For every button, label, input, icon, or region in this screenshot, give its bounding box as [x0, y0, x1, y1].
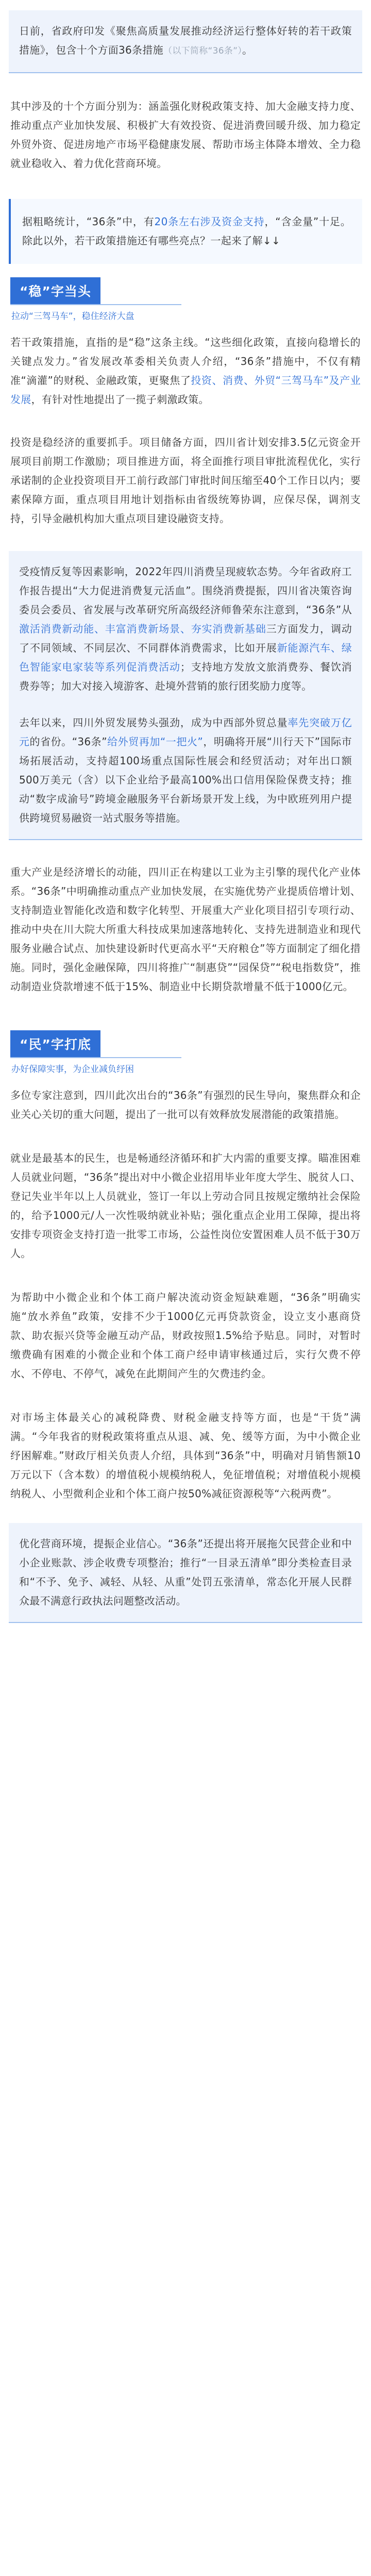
s1p4-a: 去年以来，四川外贸发展势头强劲，成为中西部外贸总量: [19, 716, 288, 729]
intro-note: （以下简称“36条”）: [163, 46, 243, 56]
quote-suffix: ，“含金量”十足。除此以外，若干政策措施还有哪些亮点？一起来了解↓↓: [22, 215, 351, 247]
section2-separator: [9, 1622, 362, 1623]
section1-p4: [19, 713, 352, 828]
intro-prefix: 日前，省政府印发《: [19, 25, 116, 37]
s1p3-highlight2: 新能源汽车、绿色智能家电家装等系列促消费活动: [19, 642, 352, 673]
section1-p1-block: [0, 328, 371, 414]
section2-p4: 对市场主体最关心的减税降费、财税金融支持等方面，也是“干货”满满。“今年我省的财税政策将重点从退、减、免、缓等方面，为中小微企业纾困解难。”财政厅相关负责人介绍，具体到“36条”中，明确对月销售额10万元以下（含本数）的增值税小规模纳税人，免征增值税；对增值税小规模纳税人、小型微利企业和个体工商户按50%减征资源税等“六税两费”。: [10, 1411, 361, 1500]
section2-subtitle: 办好保障实事，为企业减负纾困: [10, 1057, 181, 1077]
quote-paragraph: [22, 212, 351, 250]
s1p4-c: ，明确将开展“川行天下”国际市场拓展活动，支持超100场重点国际性展会和经贸活动；对年出口额500万美元（含）以下企业给予最高100%出口信用保险保费支持；推动“数字成渝号”跨境金融服务平台新场景开发上线，为中欧班列用户提供跨境贸易融资一站式服务等措施。: [19, 735, 352, 824]
section1-p2-block: [0, 428, 371, 533]
section1-title: “稳”字当头: [10, 277, 100, 304]
section1-consumption-block: [9, 551, 362, 839]
s1p3-highlight1: 激活消费新动能、丰富消费新场景、夯实消费新基础: [19, 623, 266, 635]
ten-aspects-block: [0, 92, 371, 178]
section2-p5: 优化营商环境，提振企业信心。“36条”还提出将开展拖欠民营企业和中小企业账款、涉企收费专项整治；推行“一目录五清单”即分类检查目录和“不予、免予、减轻、从轻、从重”处罚五张清单，常态化开展人民群众最不满意行政执法问题整改活动。: [19, 1537, 352, 1607]
s1p4-b: 的省份。“36条”: [29, 735, 107, 748]
section1-header: [0, 264, 371, 328]
section2-p4-block: [0, 1403, 371, 1509]
s1p1-a: 若干政策措施，直指的是“稳”这条主线。“这些细化政策，直接向稳增长的关键点发力。”省发展改革委相关负责人介绍，“36条”措施中，不仅有精准“滴灌”的财税、金融政策，更聚焦了: [10, 336, 361, 387]
intro-paragraph: [19, 22, 352, 61]
section1-p1: [10, 333, 361, 409]
s1p1-highlight: 投资、消费、外贸“三驾马车”及产业发展: [10, 374, 361, 406]
section2-p1: 多位专家注意到，四川此次出台的“36条”有强烈的民生导向，聚焦群众和企业关心关切的重大问题，提出了一批可以有效释放发展潜能的政策措施。: [10, 1089, 361, 1120]
s1p1-b: ，有针对性地提出了一揽子刺激政策。: [31, 393, 209, 406]
intro-suffix: 》，包含十个方面36条措施: [40, 44, 163, 56]
s1p3-a: 受疫情反复等因素影响，2022年四川消费呈现疲软态势。今年省政府工作报告提出“大力促进消费复元活血”。围绕消费提振，四川省决策咨询委员会委员、省发展与改革研究所高级经济师鲁荣东注意到，“36条”从: [19, 565, 352, 616]
quote-prefix: 据粗略统计，“36条”中，有: [22, 215, 155, 228]
section1-p5-block: [0, 858, 371, 1001]
section2-p3: 为帮助中小微企业和个体工商户解决流动资金短缺难题，“36条”明确实施“放水养鱼”政策，安排不少于1000亿元再贷款资金，设立支小惠商贷款、助农振兴贷等金融互动产品，财政按照1.5%给予贴息。同时，对暂时缴费确有困难的小微企业和个体工商户经申请审核通过后，实行欠费不停水、不停电、不停气，减免在此期间产生的欠费违约金。: [10, 1291, 361, 1380]
quote-highlight: 20条左右涉及资金支持: [154, 215, 265, 228]
s1p4-highlight1: 率先突破万亿元: [19, 716, 352, 748]
section1-p5: 重大产业是经济增长的动能，四川正在构建以工业为主引擎的现代化产业体系。“36条”中明确推动重点产业加快发展，在实施优势产业提质倍增计划、支持制造业智能化改造和数字化转型、开展重大产业化项目招引专项行动、推动中央在川大院大所重大科技成果加速落地转化、支持先进制造业和现代服务业融合试点、加快建设新时代更高水平“天府粮仓”等方面制定了细化措施。同时，强化金融保障，四川将推广“制惠贷”“园保贷”“税电指数贷”，推动制造业贷款增速不低于15%、制造业中长期贷款增量不低于1000亿元。: [10, 866, 361, 993]
intro-block: [9, 10, 362, 72]
section2-header: [0, 1017, 371, 1081]
ten-aspects-paragraph: 其中涉及的十个方面分别为：涵盖强化财税政策支持、加大金融支持力度、推动重点产业加快发展、积极扩大有效投资、促进消费回暖升级、加力稳定外贸外资、促进房地产市场平稳健康发展、帮助市场主体降本增效、全力稳就业稳收入、着力优化营商环境。: [10, 100, 361, 170]
section2-business-env-block: [9, 1523, 362, 1622]
policy-title: 聚焦高质量发展推动经济运行整体好转的若干政策措施: [19, 25, 352, 56]
section2-title: “民”字打底: [10, 1030, 100, 1057]
section1-p3: [19, 562, 352, 696]
section1-p2: 投资是稳经济的重要抓手。项目储备方面，四川省计划安排3.5亿元资金开展项目前期工作激励；项目推进方面，将全面推行项目审批流程优化，实行承诺制的企业投资项目开工前行政部门审批时间压缩至40个工作日以内；要素保障方面，重点项目用地计划指标由省级统筹协调，应保尽保，调剂支持，引导金融机构加大重点项目建设融资支持。: [10, 436, 361, 525]
section2-p1-block: [0, 1081, 371, 1129]
highlight-quote: [9, 199, 362, 264]
section2-p3-block: [0, 1283, 371, 1389]
section1-subtitle: 拉动“三驾马车”，稳住经济大盘: [10, 304, 181, 324]
s1p4-highlight2: 给外贸再加“一把火”: [107, 735, 204, 748]
intro-end: 。: [242, 44, 253, 56]
section2-p2: 就业是最基本的民生，也是畅通经济循环和扩大内需的重要支撑。瞄准困难人员就业问题，“36条”提出对中小微企业招用毕业年度大学生、脱贫人口、登记失业半年以上人员就业，签订一年以上劳动合同且按规定缴纳社会保险的，给予1000元/人一次性吸纳就业补贴；强化重点企业用工保障，提出将安排专项资金支持打造一批零工市场，公益性岗位安置困难人员不低于30万人。: [10, 1152, 361, 1260]
s1p3-c: ；支持地方发放文旅消费券、餐饮消费券等；加大对接入境游客、赴境外营销的旅行团奖励力度等。: [19, 661, 352, 692]
s1p3-b: 三方面发力，调动了不同领域、不同层次、不同群体消费需求，比如开展: [19, 623, 352, 654]
section2-p2-block: [0, 1144, 371, 1268]
